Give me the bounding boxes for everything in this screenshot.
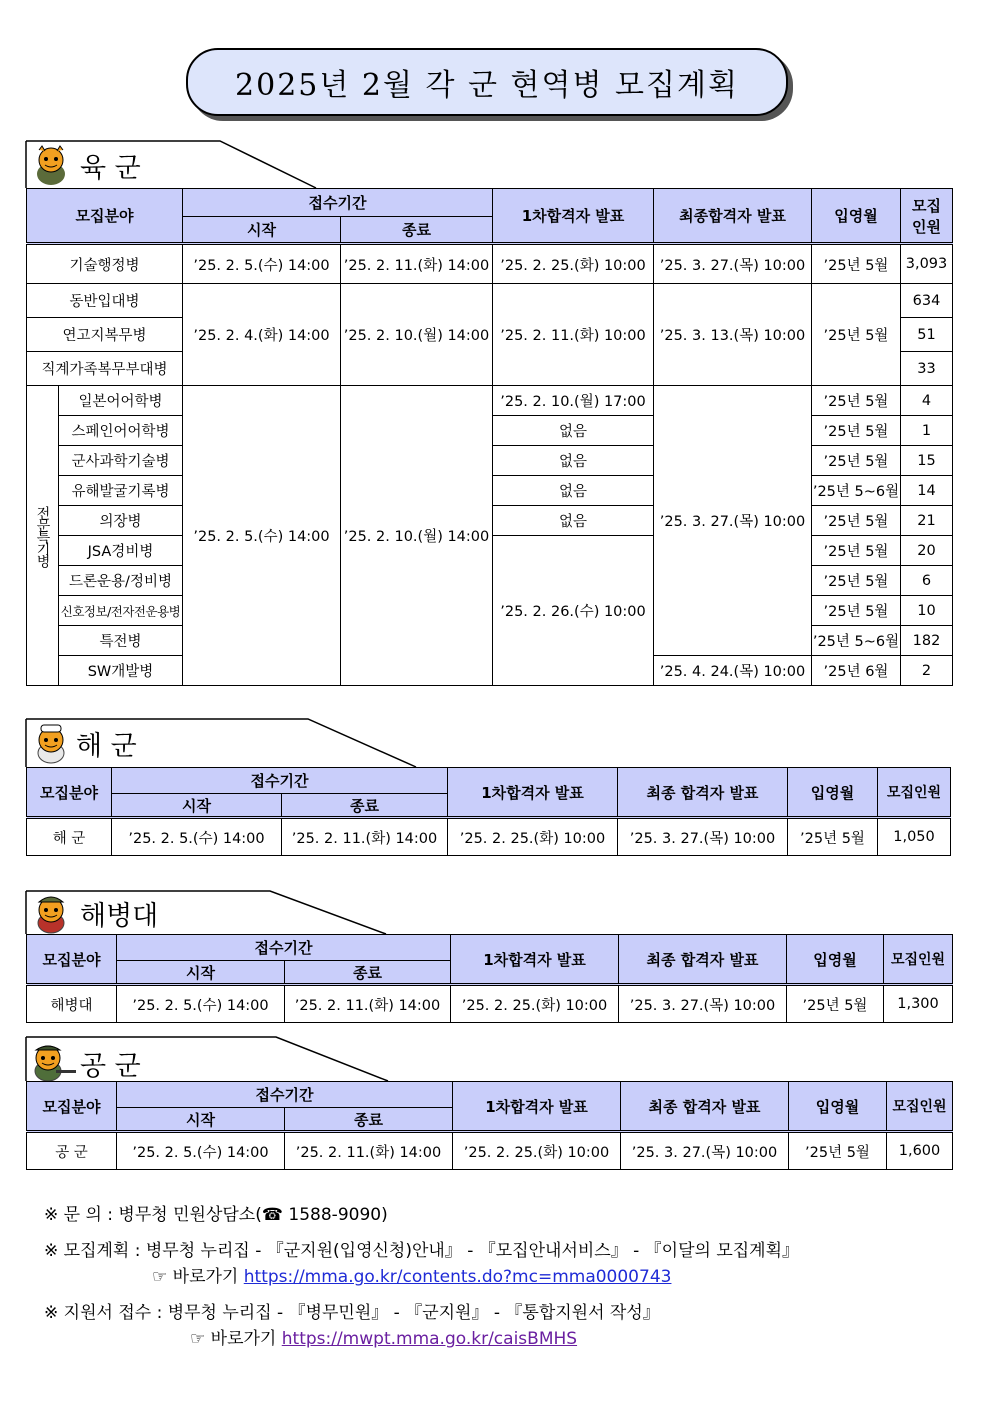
header-end: 종료 [285, 1108, 453, 1132]
cell-end: ’25. 2. 10.(월) 14:00 [341, 386, 493, 686]
header-field: 모집분야 [27, 935, 117, 985]
header-final-announce: 최종 합격자 발표 [621, 1082, 789, 1132]
cell-entry: ’25년 5월 [812, 446, 901, 476]
cell-field: 특전병 [59, 626, 183, 656]
header-count: 모집인원 [884, 935, 953, 985]
cell-entry: ’25년 6월 [812, 656, 901, 686]
cell-field: 연고지복무병 [27, 318, 183, 352]
cell-entry: ’25년 5월 [812, 284, 901, 386]
note-plan: ※ 모집계획 : 병무청 누리집 - 『군지원(입영신청)안내』 - 『모집안내서비스』 - 『이달의 모집계획』 [44, 1241, 800, 1261]
cell-entry: ’25년 5월 [788, 818, 878, 856]
cell-end: ’25. 2. 11.(화) 14:00 [285, 1132, 453, 1170]
cell-first: ’25. 2. 25.(화) 10:00 [448, 818, 618, 856]
cell-field: JSA경비병 [59, 536, 183, 566]
header-entry-month: 입영월 [789, 1082, 887, 1132]
apply-link[interactable]: https://mwpt.mma.go.kr/caisBMHS [281, 1329, 578, 1349]
cell-start: ’25. 2. 5.(수) 14:00 [117, 1132, 285, 1170]
cell-end: ’25. 2. 11.(화) 14:00 [341, 244, 493, 284]
cell-field: 유해발굴기록병 [59, 476, 183, 506]
cell-first: ’25. 2. 25.(화) 10:00 [453, 1132, 621, 1170]
cell-field: 해 군 [27, 818, 112, 856]
header-field: 모집분야 [27, 1082, 117, 1132]
cell-first: ’25. 2. 10.(월) 17:00 [493, 386, 654, 416]
cell-count: 33 [901, 352, 953, 386]
header-entry-month: 입영월 [788, 768, 878, 818]
cell-count: 21 [901, 506, 953, 536]
header-final-announce: 최종 합격자 발표 [618, 768, 788, 818]
cell-end: ’25. 2. 10.(월) 14:00 [341, 284, 493, 386]
note-plan-shortcut-label: ☞ 바로가기 [152, 1267, 244, 1287]
cell-final: ’25. 3. 13.(목) 10:00 [654, 284, 812, 386]
header-first-announce: 1차합격자 발표 [451, 935, 619, 985]
cell-final: ’25. 4. 24.(목) 10:00 [654, 656, 812, 686]
cell-first: ’25. 2. 25.(화) 10:00 [451, 985, 619, 1023]
cell-first: 없음 [493, 416, 654, 446]
navy-section-label: 해 군 [76, 731, 137, 762]
header-entry-month: 입영월 [812, 189, 901, 244]
cell-final: ’25. 3. 27.(목) 10:00 [619, 985, 787, 1023]
header-field: 모집분야 [27, 768, 112, 818]
cell-entry: ’25년 5월 [789, 1132, 887, 1170]
cell-first: ’25. 2. 26.(수) 10:00 [493, 536, 654, 686]
header-start: 시작 [117, 1108, 285, 1132]
plan-link[interactable]: https://mma.go.kr/contents.do?mc=mma0000743 [243, 1267, 672, 1287]
header-count-l2: 인원 [912, 217, 941, 236]
cell-count: 1 [901, 416, 953, 446]
cell-field: 신호정보/전자전운용병 [59, 596, 183, 626]
note-apply-shortcut [190, 1324, 577, 1349]
cell-end: ’25. 2. 11.(화) 14:00 [285, 985, 451, 1023]
cell-count: 634 [901, 284, 953, 318]
header-final-announce: 최종합격자 발표 [654, 189, 812, 244]
note-apply: ※ 지원서 접수 : 병무청 누리집 - 『병무민원』 - 『군지원』 - 『통합지원서 작성』 [44, 1303, 660, 1323]
marine-section-label: 해병대 [80, 901, 159, 932]
cell-entry: ’25년 5월 [812, 566, 901, 596]
header-period: 접수기간 [112, 768, 448, 794]
header-count: 모집인원 [878, 768, 951, 818]
header-first-announce: 1차합격자 발표 [448, 768, 618, 818]
cell-field: 드론운용/정비병 [59, 566, 183, 596]
cell-count: 6 [901, 566, 953, 596]
table-row [27, 1132, 953, 1170]
page-title-text: 2025년 2월 각 군 현역병 모집계획 [235, 68, 739, 103]
header-final-announce: 최종 합격자 발표 [619, 935, 787, 985]
cell-field: 일본어어학병 [59, 386, 183, 416]
header-start: 시작 [183, 217, 341, 244]
cell-entry: ’25년 5월 [812, 506, 901, 536]
header-period: 접수기간 [117, 935, 451, 961]
cell-first: 없음 [493, 476, 654, 506]
cell-field: SW개발병 [59, 656, 183, 686]
cell-field: 직계가족복무부대병 [27, 352, 183, 386]
cell-count: 1,050 [878, 818, 951, 856]
cell-count: 20 [901, 536, 953, 566]
cell-count: 51 [901, 318, 953, 352]
note-inquiry: ※ 문 의 : 병무청 민원상담소(☎ 1588-9090) [44, 1205, 388, 1225]
cell-entry: ’25년 5~6월 [812, 476, 901, 506]
header-start: 시작 [117, 961, 285, 985]
cell-count: 1,300 [884, 985, 953, 1023]
header-entry-month: 입영월 [787, 935, 884, 985]
cell-start: ’25. 2. 5.(수) 14:00 [112, 818, 282, 856]
note-plan-shortcut [152, 1262, 671, 1287]
cell-field: 동반입대병 [27, 284, 183, 318]
cell-first: ’25. 2. 11.(화) 10:00 [493, 284, 654, 386]
cell-entry: ’25년 5월 [812, 386, 901, 416]
airforce-table [26, 1081, 953, 1170]
cell-entry: ’25년 5월 [787, 985, 884, 1023]
header-period: 접수기간 [183, 189, 493, 217]
cell-entry: ’25년 5월 [812, 536, 901, 566]
header-field: 모집분야 [27, 189, 183, 244]
header-end: 종료 [285, 961, 451, 985]
note-apply-shortcut-label: ☞ 바로가기 [190, 1329, 282, 1349]
cell-count: 10 [901, 596, 953, 626]
special-group-label: 전문특기병 [27, 386, 59, 686]
cell-count: 4 [901, 386, 953, 416]
header-period: 접수기간 [117, 1082, 453, 1108]
cell-field: 의장병 [59, 506, 183, 536]
cell-first: ’25. 2. 25.(화) 10:00 [493, 244, 654, 284]
cell-start: ’25. 2. 5.(수) 14:00 [183, 244, 341, 284]
cell-count: 2 [901, 656, 953, 686]
cell-count: 3,093 [901, 244, 953, 284]
cell-count: 1,600 [887, 1132, 953, 1170]
cell-entry: ’25년 5~6월 [812, 626, 901, 656]
cell-final: ’25. 3. 27.(목) 10:00 [621, 1132, 789, 1170]
cell-field: 해병대 [27, 985, 117, 1023]
cell-field: 군사과학기술병 [59, 446, 183, 476]
cell-entry: ’25년 5월 [812, 416, 901, 446]
cell-entry: ’25년 5월 [812, 596, 901, 626]
cell-final: ’25. 3. 27.(목) 10:00 [654, 244, 812, 284]
cell-final: ’25. 3. 27.(목) 10:00 [654, 386, 812, 656]
header-first-announce: 1차합격자 발표 [493, 189, 654, 244]
cell-first: 없음 [493, 506, 654, 536]
cell-count: 14 [901, 476, 953, 506]
cell-end: ’25. 2. 11.(화) 14:00 [282, 818, 448, 856]
header-end: 종료 [341, 217, 493, 244]
cell-field: 스페인어어학병 [59, 416, 183, 446]
cell-final: ’25. 3. 27.(목) 10:00 [618, 818, 788, 856]
header-start: 시작 [112, 794, 282, 818]
cell-field: 공 군 [27, 1132, 117, 1170]
header-first-announce: 1차합격자 발표 [453, 1082, 621, 1132]
army-section-label: 육 군 [80, 153, 141, 184]
cell-start: ’25. 2. 4.(화) 14:00 [183, 284, 341, 386]
cell-field: 기술행정병 [27, 244, 183, 284]
header-count: 모집인원 [887, 1082, 953, 1132]
airforce-section-label: 공 군 [80, 1051, 141, 1082]
cell-start: ’25. 2. 5.(수) 14:00 [183, 386, 341, 686]
cell-count: 15 [901, 446, 953, 476]
header-count-l1: 모집 [912, 196, 941, 215]
cell-first: 없음 [493, 446, 654, 476]
cell-entry: ’25년 5월 [812, 244, 901, 284]
header-end: 종료 [282, 794, 448, 818]
cell-count: 182 [901, 626, 953, 656]
cell-start: ’25. 2. 5.(수) 14:00 [117, 985, 285, 1023]
